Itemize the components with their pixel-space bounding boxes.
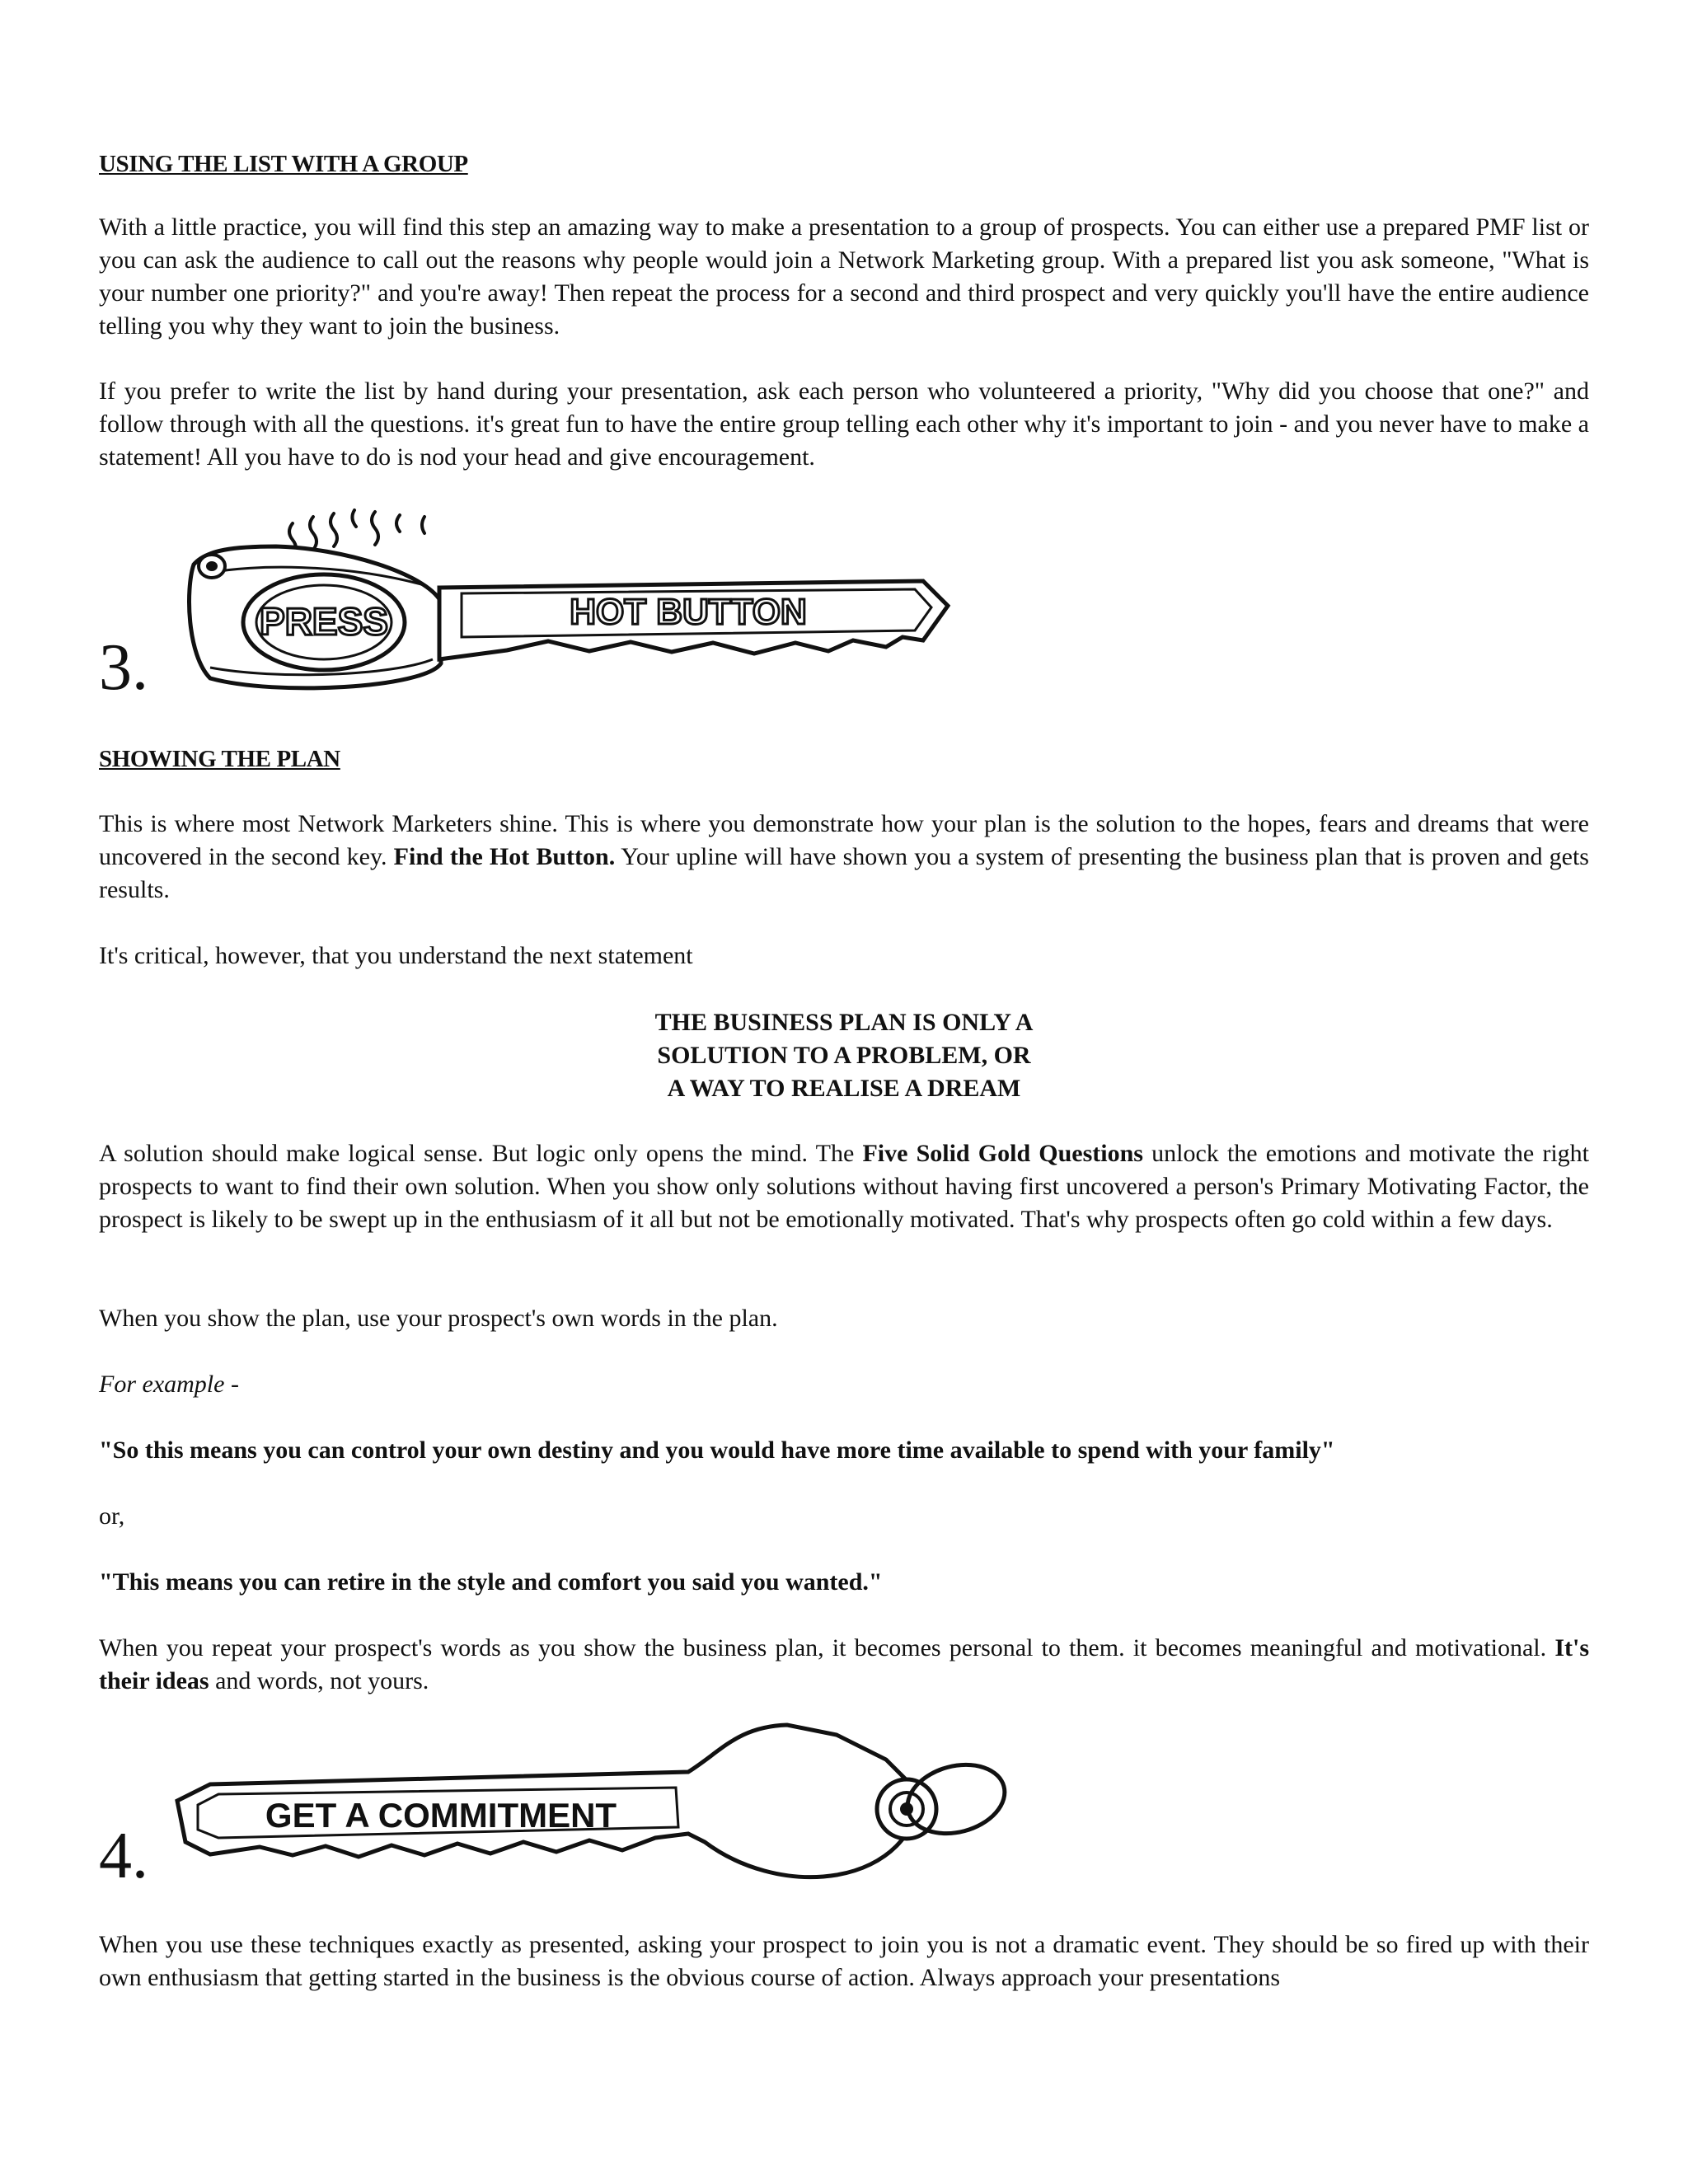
paragraph-solution-b: unlock the emotions and motivate the right prospects to want to find their own solution. When you show only solutions without having first uncovered a person's Primary Motivating Factor, the prospect is likely to be swept up in the enthusiasm of it all but not be emotionally motivated. That's why prospects often go cold within a few days. — [99, 1140, 1589, 1233]
statement-line-3: A WAY TO REALISE A DREAM — [667, 1075, 1021, 1102]
key-number-4: 4. — [99, 1820, 148, 1892]
paragraph-own-words: When you show the plan, use your prospect's own words in the plan. — [99, 1305, 778, 1332]
hot-button-emphasis: Find the Hot Button. — [393, 843, 616, 870]
hot-button-label: HOT BUTTON — [570, 592, 807, 632]
paragraph-solution-a: A solution should make logical sense. But logic only opens the mind. The — [99, 1140, 863, 1167]
example-quote-2: "This means you can retire in the style and comfort you said you wanted." — [99, 1568, 883, 1596]
statement-line-1: THE BUSINESS PLAN IS ONLY A — [654, 1009, 1034, 1036]
example-quote-1: "So this means you can control your own destiny and you would have more time available to spend with your family" — [99, 1436, 1335, 1464]
get-a-commitment-label: GET A COMMITMENT — [265, 1796, 617, 1835]
paragraph-plan-intro-b: Your upline will have shown you a system of presenting the business plan that is proven and gets results. — [99, 843, 1589, 903]
paragraph-commitment: When you use these techniques exactly as presented, asking your prospect to join you is not a dramatic event. They should be so fired up with their own enthusiasm that getting started in the business is the obvious course of action. Always approach your presentations — [99, 1931, 1589, 1991]
key-number-3: 3. — [99, 631, 148, 704]
their-ideas-emphasis: It's their ideas — [99, 1634, 1589, 1694]
paragraph-group-handwritten: If you prefer to write the list by hand during your presentation, ask each person who volunteered a priority, "Why did you choose that one?" and follow through with all the questions. it's great fun to have the entire group telling each other why it's important to join - and you never have to make a statement! All you have to do is nod your head and give encouragement. — [99, 377, 1589, 471]
paragraph-personal-b: and words, not yours. — [209, 1667, 429, 1694]
document-page — [99, 0, 1589, 2184]
paragraph-critical: It's critical, however, that you understand the next statement — [99, 942, 693, 969]
section-heading-plan: SHOWING THE PLAN — [99, 746, 340, 772]
or-text: or, — [99, 1502, 125, 1530]
paragraph-group-intro: With a little practice, you will find this step an amazing way to make a presentation to a group of prospects. You can either use a prepared PMF list or you can ask the audience to call out the reasons why people would join a Network Marketing group. With a prepared list you ask someone, "What is your number one priority?" and you're away! Then repeat the process for a second and third prospect and very quickly you'll have the entire audience telling you why they want to join the business. — [99, 213, 1589, 340]
paragraph-personal — [99, 1632, 1589, 1698]
paragraph-solution — [99, 1137, 1589, 1236]
get-a-commitment-key-illustration — [161, 1702, 1014, 1891]
press-label: PRESS — [260, 600, 388, 643]
business-plan-statement — [99, 1006, 1589, 1105]
example-label: For example - — [99, 1371, 239, 1398]
hot-button-key-illustration — [177, 499, 960, 701]
gold-questions-emphasis: Five Solid Gold Questions — [862, 1140, 1143, 1167]
paragraph-plan-intro — [99, 808, 1589, 907]
statement-line-2: SOLUTION TO A PROBLEM, OR — [657, 1042, 1031, 1069]
paragraph-plan-intro-a: This is where most Network Marketers shine. This is where you demonstrate how your plan is the solution to the hopes, fears and dreams that were uncovered in the second key. — [99, 810, 1589, 870]
section-heading-group: USING THE LIST WITH A GROUP — [99, 151, 468, 177]
paragraph-personal-a: When you repeat your prospect's words as you show the business plan, it becomes personal to them. it becomes meaningful and motivational. — [99, 1634, 1555, 1661]
